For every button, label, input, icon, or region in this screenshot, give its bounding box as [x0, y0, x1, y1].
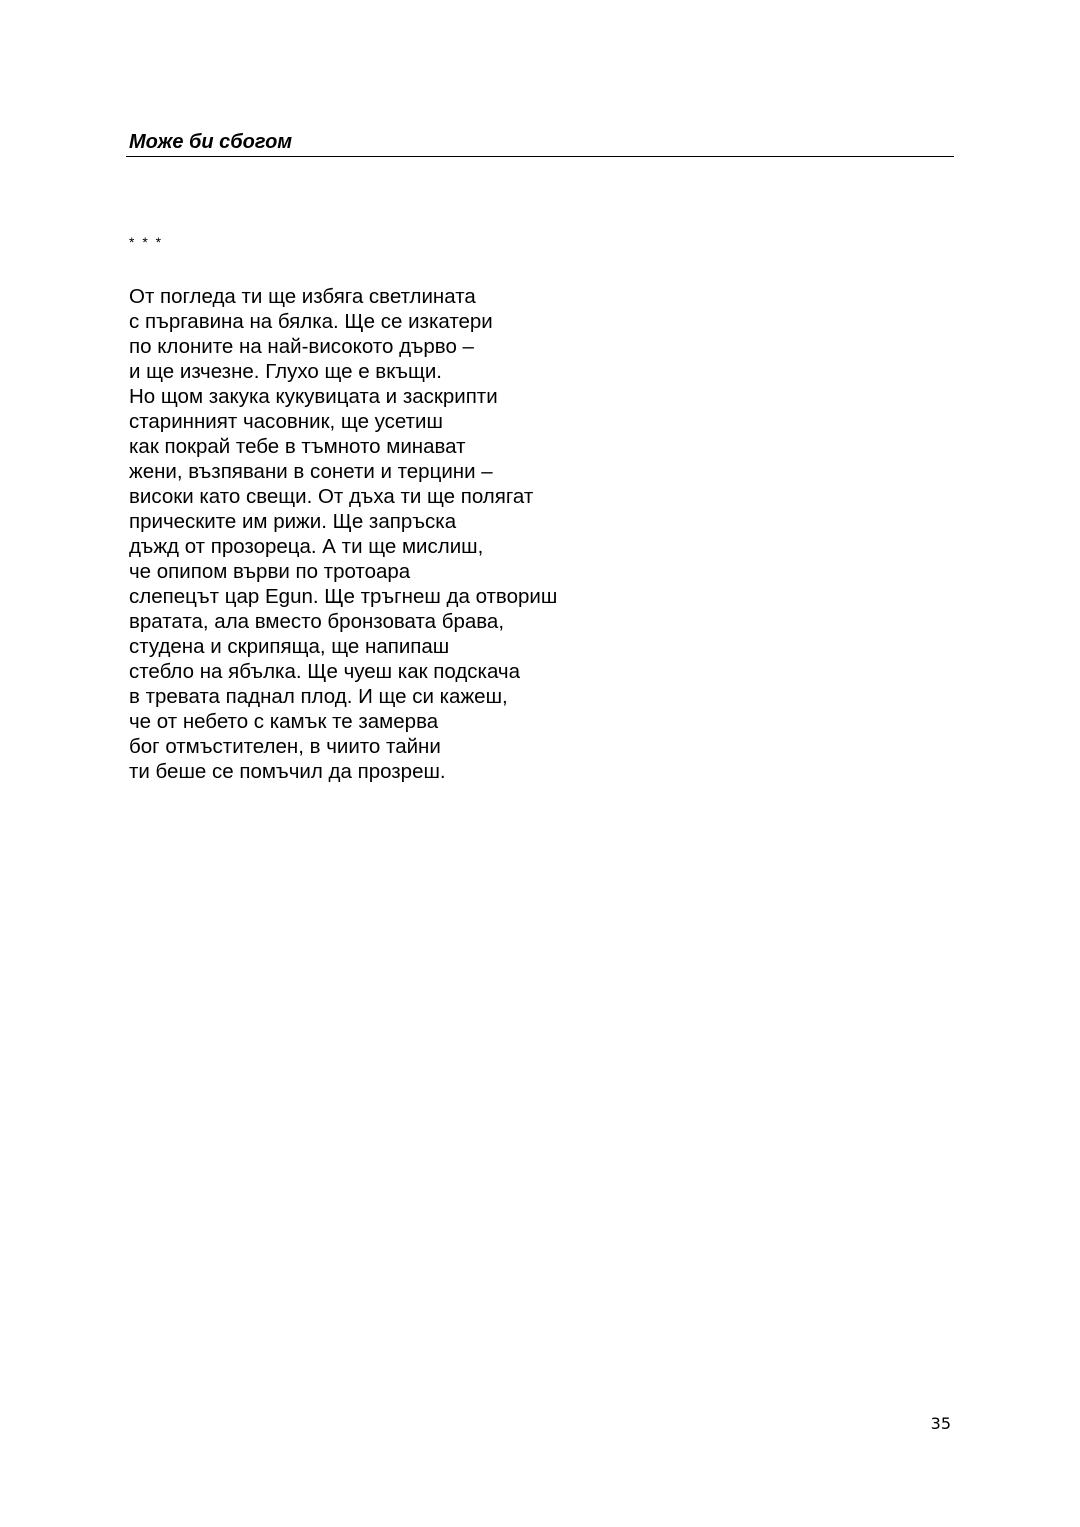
page-number: 35 — [930, 1414, 951, 1433]
poem-line: с пъргавина на бялка. Ще се изкатери — [129, 310, 493, 333]
running-header — [126, 128, 954, 157]
poem-line: стебло на ябълка. Ще чуеш как подскача — [129, 660, 521, 683]
poem-line: бог отмъстителен, в чиито тайни — [129, 735, 441, 758]
poem-line: старинният часовник, ще усетиш — [129, 410, 443, 433]
poem-line: че от небето с камък те замерва — [129, 710, 439, 733]
poem-line: вратата, ала вместо бронзовата брава, — [129, 610, 505, 633]
poem-line: че опипом върви по тротоара — [129, 560, 411, 583]
poem-body — [129, 284, 557, 784]
poem-line: в тревата паднал плод. И ще си кажеш, — [129, 685, 508, 708]
poem-line: и ще изчезне. Глухо ще е вкъщи. — [129, 360, 442, 383]
poem-line: ти беше се помъчил да прозреш. — [129, 760, 446, 783]
section-separator: * * * — [129, 234, 164, 250]
poem-line: слепецът цар Egun. Ще тръгнеш да отвориш — [129, 585, 558, 608]
poem-line: по клоните на най-високото дърво – — [129, 335, 474, 358]
poem-line: жени, възпявани в сонети и терцини – — [129, 460, 493, 483]
poem-line: прическите им рижи. Ще запръска — [129, 510, 457, 533]
poem-line: От погледа ти ще избяга светлината — [129, 285, 476, 308]
poem-line: високи като свещи. От дъха ти ще полягат — [129, 485, 534, 508]
poem-line: Но щом закука кукувицата и заскрипти — [129, 385, 498, 408]
poem-line: студена и скрипяща, ще напипаш — [129, 635, 450, 658]
header-title: Може би сбогом — [129, 131, 293, 153]
poem-line: как покрай тебе в тъмното минават — [129, 435, 466, 458]
poem-line: дъжд от прозореца. А ти ще мислиш, — [129, 535, 484, 558]
